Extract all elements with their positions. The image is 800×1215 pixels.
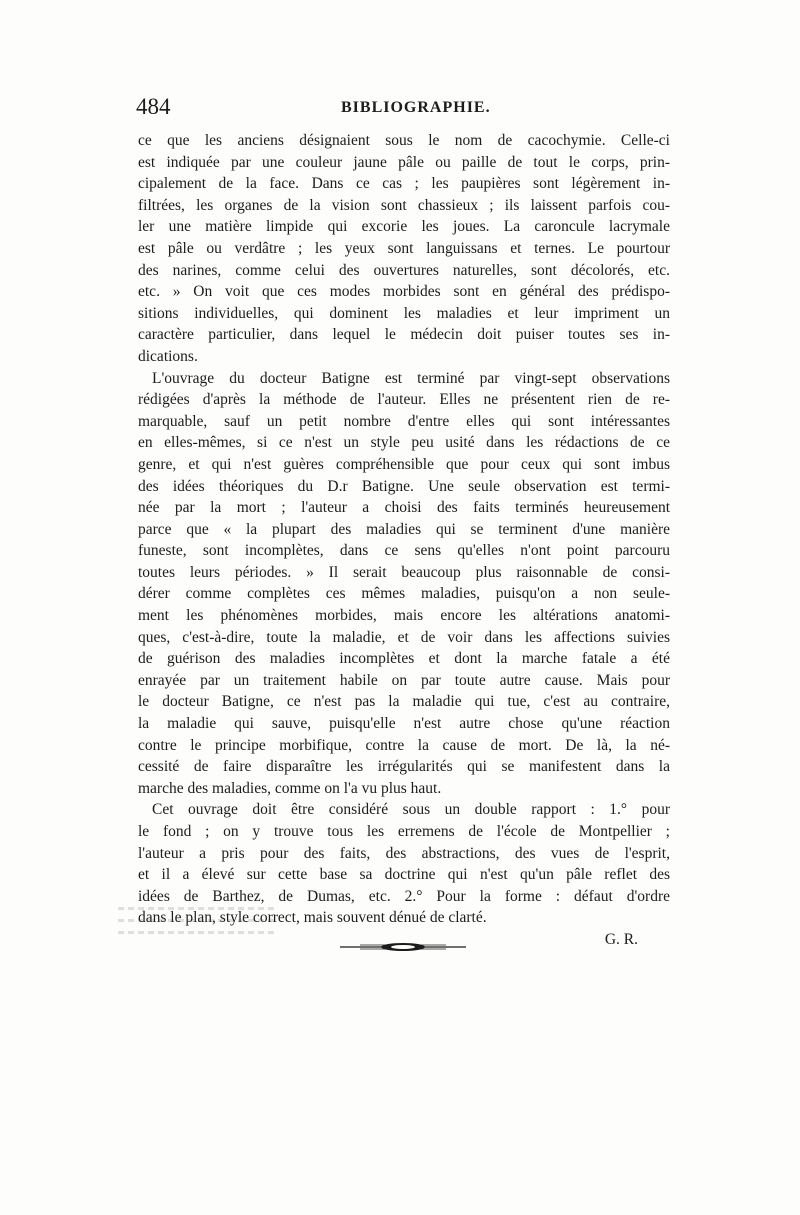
text-line: l'auteur a pris pour des faits, des abstractions, des vues de l'esprit, [138, 844, 670, 862]
text-line: le fond ; on y trouve tous les erremens de l'école de Montpellier ; [138, 823, 670, 840]
ornament-rule-icon [340, 940, 466, 954]
text-line: contre le principe morbifique, contre la cause de mort. De là, la né- [138, 736, 670, 754]
paragraph-start-line: Cet ouvrage doit être considéré sous un double rapport : 1.° pour [152, 801, 670, 819]
text-line: filtrées, les organes de la vision sont chassieux ; ils laissent parfois cou- [138, 196, 670, 214]
text-line: funeste, sont incomplètes, dans ce sens qu'elles n'ont point parcouru [138, 542, 670, 560]
paragraph-start-line: L'ouvrage du docteur Batigne est terminé par vingt-sept observations [152, 369, 670, 387]
page-number: 484 [136, 94, 171, 119]
author-signature: G. R. [604, 930, 638, 948]
text-line: toutes leurs périodes. » Il serait beaucoup plus raisonnable de consi- [138, 563, 670, 581]
text-line: genre, et qui n'est guères compréhensible que pour ceux qui sont imbus [138, 455, 670, 473]
text-line: rédigées d'après la méthode de l'auteur. Elles ne présentent rien de re- [138, 391, 670, 409]
text-line: le docteur Batigne, ce n'est pas la maladie qui tue, c'est au contraire, [138, 693, 670, 711]
text-line: est pâle ou verdâtre ; les yeux sont languissans et ternes. Le pourtour [138, 239, 670, 257]
running-title: BIBLIOGRAPHIE. [341, 99, 491, 116]
text-line: marquable, sauf un petit nombre d'entre elles qui sont intéressantes [138, 412, 670, 430]
text-line: idées de Barthez, de Dumas, etc. 2.° Pour la forme : défaut d'ordre [138, 887, 670, 905]
text-line: enrayée par un traitement habile on par toute autre cause. Mais pour [138, 671, 670, 689]
text-line: ce que les anciens désignaient sous le nom de cacochymie. Celle-ci [138, 132, 670, 149]
text-line: cessité de faire disparaître les irrégularités qui se manifestent dans la [138, 758, 670, 776]
text-line: est indiquée par une couleur jaune pâle ou paille de tout le corps, prin- [138, 153, 670, 171]
text-line: ler une matière limpide qui excorie les joues. La caroncule lacrymale [138, 218, 670, 236]
text-line: marche des maladies, comme on l'a vu plus haut. [138, 779, 442, 797]
text-line: de guérison des maladies incomplètes et dont la marche fatale a été [138, 650, 670, 668]
text-line: ment les phénomènes morbides, mais encore les altérations anatomi- [138, 607, 670, 625]
text-line: cipalement de la face. Dans ce cas ; les paupières sont légèrement in- [138, 175, 670, 193]
running-head [136, 92, 671, 122]
text-line: parce que « la plupart des maladies qui se terminent d'une manière [138, 520, 670, 538]
text-line: la maladie qui sauve, puisqu'elle n'est autre chose qu'une réaction [138, 715, 670, 733]
text-line: des narines, comme celui des ouvertures naturelles, sont décolorés, etc. [138, 261, 670, 279]
text-line: en elles-mêmes, si ce n'est un style peu usité dans les rédactions de ce [138, 434, 670, 452]
text-line: ques, c'est-à-dire, toute la maladie, et de voir dans les affections suivies [138, 628, 670, 646]
text-line: née par la mort ; l'auteur a choisi des faits terminés heureusement [138, 499, 670, 517]
text-line: dérer comme complètes ces mêmes maladies, puisqu'on a non seule- [138, 585, 670, 603]
text-line: sitions individuelles, qui dominent les maladies et leur impriment un [138, 304, 670, 322]
text-line: dications. [138, 347, 198, 365]
text-line: et il a élevé sur cette base sa doctrine qui n'est qu'un pâle reflet des [138, 866, 670, 884]
text-line: etc. » On voit que ces modes morbides sont en général des prédispo- [138, 283, 670, 301]
text-line: des idées théoriques du D.r Batigne. Une seule observation est termi- [138, 477, 670, 495]
body-text [138, 130, 670, 951]
text-line: caractère particulier, dans lequel le médecin doit puiser toutes ses in- [138, 326, 670, 344]
bleed-through-marks [118, 898, 278, 958]
text-line: dans le plan, style correct, mais souvent dénué de clarté. [138, 909, 487, 927]
